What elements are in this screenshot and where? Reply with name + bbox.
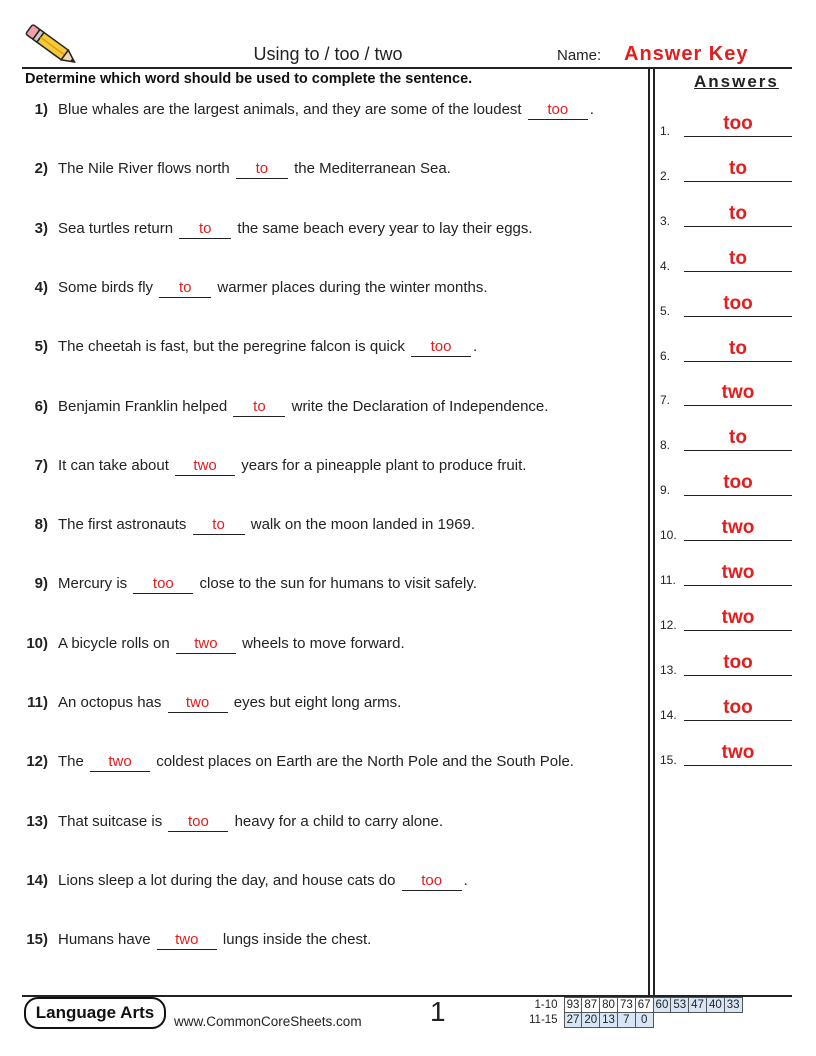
answer-line (684, 361, 792, 362)
question-text (58, 633, 405, 655)
question-text-before: Mercury is (58, 575, 128, 593)
answer-key-row (660, 608, 794, 634)
answer-line (684, 450, 792, 451)
pencil-icon (22, 22, 80, 68)
question-number: 2) (34, 160, 48, 178)
website-link[interactable]: www.CommonCoreSheets.com (174, 1014, 362, 1029)
worksheet-title: Using to / too / two (253, 44, 403, 64)
answer-key-row (660, 249, 794, 275)
answer-key-row (660, 563, 794, 589)
question-text-after: eyes but eight long arms. (233, 694, 402, 711)
question-number: 14) (26, 871, 48, 889)
question-text-before: Lions sleep a lot during the day, and house cats do (58, 871, 396, 889)
score-row (527, 1013, 742, 1028)
score-cell: 67 (635, 998, 653, 1013)
question-text-before: It can take about (58, 456, 169, 474)
score-cell: 93 (564, 998, 582, 1013)
question-text (58, 870, 468, 892)
answer-line (684, 181, 792, 182)
answer-blank[interactable]: too (528, 101, 588, 120)
answer-line (684, 720, 792, 721)
score-cell: 40 (706, 998, 724, 1013)
score-cell: 0 (635, 1013, 653, 1028)
answer-key-row (660, 339, 794, 365)
answer-blank[interactable]: to (179, 220, 231, 239)
instructions: Determine which word should be used to complete the sentence. (25, 71, 473, 87)
question-text-before: The (58, 753, 84, 771)
answer-word[interactable]: to (729, 427, 747, 449)
score-table (527, 997, 743, 1028)
score-cell: 60 (653, 998, 671, 1013)
answer-key-row (660, 428, 794, 454)
score-cell: 13 (600, 1013, 618, 1028)
answer-word[interactable]: too (723, 472, 753, 494)
answer-number: 1. (660, 124, 671, 138)
answer-line (684, 226, 792, 227)
question-text-after: the same beach every year to lay their eggs. (237, 219, 533, 237)
score-cell: 53 (671, 998, 689, 1013)
question-text (58, 514, 475, 536)
question-text-after: lungs inside the chest. (222, 931, 372, 949)
subject-badge: Language Arts (24, 997, 166, 1029)
answer-number: 13. (660, 662, 677, 677)
answer-line (684, 405, 792, 406)
answer-key-label: Answer Key (624, 43, 749, 65)
answer-line (684, 316, 792, 317)
question-text (58, 158, 451, 180)
question-text-before: Humans have (58, 931, 151, 949)
score-cell: 27 (564, 1013, 582, 1028)
question-text-before: That suitcase is (58, 812, 163, 830)
question-text (58, 751, 574, 773)
question-number: 12) (26, 753, 48, 771)
score-row-label: 11-15 (529, 1014, 558, 1026)
answer-key-row (660, 518, 794, 544)
answer-number: 12. (660, 617, 677, 632)
answer-blank[interactable]: too (411, 338, 471, 357)
question-row (0, 811, 645, 833)
score-cell: 7 (617, 1013, 635, 1028)
answer-word[interactable]: too (723, 113, 753, 134)
answer-word[interactable]: to (729, 247, 747, 269)
question-text-after: heavy for a child to carry alone. (234, 812, 444, 830)
header-divider (22, 67, 792, 69)
answer-number: 6. (660, 348, 671, 363)
question-row (0, 573, 645, 595)
answer-blank[interactable]: two (175, 457, 235, 476)
answer-blank[interactable]: to (159, 279, 211, 298)
answer-blank[interactable]: too (402, 872, 462, 891)
answer-key-row (660, 473, 794, 499)
question-text (58, 218, 533, 240)
answer-blank[interactable]: two (90, 753, 150, 772)
score-cell: 80 (600, 998, 618, 1013)
name-label: Name: (557, 47, 602, 64)
question-row (0, 929, 645, 951)
question-number: 8) (34, 516, 48, 534)
question-number: 6) (34, 397, 48, 415)
question-row (0, 692, 645, 714)
question-text-after: walk on the moon landed in 1969. (250, 516, 476, 534)
question-number: 4) (34, 278, 48, 296)
answer-blank[interactable]: too (133, 575, 193, 594)
column-divider (648, 69, 650, 995)
answer-word[interactable]: two (721, 382, 755, 404)
answer-word[interactable]: two (721, 741, 755, 763)
question-row (0, 751, 645, 773)
question-text-after: . (473, 338, 478, 356)
question-text (58, 396, 548, 418)
answer-line (684, 630, 792, 631)
answer-key-row (660, 743, 794, 769)
answer-word[interactable]: two (721, 562, 755, 583)
question-text-after: wheels to move forward. (242, 634, 405, 652)
answer-blank[interactable]: two (168, 694, 228, 713)
answer-key-row (660, 114, 794, 140)
question-text-after: write the Declaration of Independence. (291, 397, 549, 415)
question-text-before: An octopus has (58, 694, 162, 711)
question-text (58, 692, 401, 714)
answer-word[interactable]: two (721, 606, 755, 628)
answer-word[interactable]: too (723, 651, 753, 673)
question-row (0, 218, 645, 240)
answer-blank[interactable]: two (176, 635, 236, 654)
question-text (58, 811, 443, 833)
question-text-after: . (589, 101, 594, 118)
answer-blank[interactable]: to (236, 160, 288, 179)
question-text-before: Benjamin Franklin helped (58, 397, 228, 415)
question-text-before: The first astronauts (58, 516, 187, 534)
answer-word[interactable]: to (729, 337, 747, 359)
question-text-before: Blue whales are the largest animals, and they are some of the loudest (58, 101, 522, 118)
answer-key-row (660, 698, 794, 724)
column-divider (653, 69, 655, 995)
question-row (0, 870, 645, 892)
score-row-label: 1-10 (534, 999, 558, 1011)
score-cell: 73 (617, 998, 635, 1013)
question-text (58, 277, 488, 299)
question-row (0, 633, 645, 655)
question-text-before: Some birds fly (58, 278, 154, 296)
question-text-after: years for a pineapple plant to produce fruit. (241, 456, 527, 474)
answer-number: 8. (660, 438, 671, 453)
question-number: 13) (26, 812, 48, 830)
question-text-after: coldest places on Earth are the North Pole and the South Pole. (156, 753, 574, 771)
question-row (0, 99, 645, 121)
answer-key-row (660, 204, 794, 230)
question-number: 5) (34, 338, 48, 356)
answer-number: 3. (660, 213, 671, 228)
answer-number: 15. (660, 752, 677, 767)
question-text-after: the Mediterranean Sea. (294, 160, 451, 178)
answer-blank[interactable]: to (193, 516, 245, 535)
answer-number: 5. (660, 303, 671, 318)
answer-line (684, 271, 792, 272)
score-cell: 47 (689, 998, 707, 1013)
question-row (0, 455, 645, 477)
answer-number: 4. (660, 258, 671, 273)
question-row (0, 514, 645, 536)
answer-blank[interactable]: two (157, 931, 217, 950)
answer-key-row (660, 159, 794, 185)
answer-key-row (660, 653, 794, 679)
question-number: 3) (34, 219, 48, 237)
question-row (0, 277, 645, 299)
score-cell: 33 (724, 998, 742, 1013)
answer-line (684, 765, 792, 766)
answer-word[interactable]: two (721, 517, 755, 539)
answer-blank[interactable]: to (233, 398, 285, 417)
answer-line (684, 585, 792, 586)
question-row (0, 158, 645, 180)
question-text-after: close to the sun for humans to visit safely. (199, 575, 477, 593)
question-text-after: warmer places during the winter months. (217, 278, 488, 296)
question-text (58, 99, 594, 121)
question-number: 7) (34, 456, 48, 474)
answer-line (684, 136, 792, 137)
question-number: 10) (26, 634, 48, 652)
question-text-before: Sea turtles return (58, 219, 174, 237)
answers-header: Answers (694, 72, 779, 91)
question-text (58, 929, 371, 951)
question-text-before: A bicycle rolls on (58, 634, 170, 652)
question-text (58, 455, 526, 477)
question-text-before: The cheetah is fast, but the peregrine falcon is quick (58, 338, 405, 356)
question-row (0, 396, 645, 418)
question-text (58, 336, 477, 358)
score-cell: 20 (582, 1013, 600, 1028)
question-row (0, 336, 645, 358)
answer-line (684, 540, 792, 541)
answer-key-row (660, 383, 794, 409)
answer-number: 9. (660, 483, 671, 498)
answer-word[interactable]: to (729, 202, 747, 224)
question-number: 1) (34, 101, 48, 118)
score-cell: 87 (582, 998, 600, 1013)
page-number: 1 (430, 996, 446, 1027)
answer-number: 10. (660, 528, 677, 543)
answer-key-row (660, 294, 794, 320)
question-number: 15) (26, 931, 48, 949)
score-row (527, 998, 742, 1013)
question-text-after: . (463, 871, 468, 889)
answer-line (684, 675, 792, 676)
question-number: 11) (27, 694, 48, 711)
answer-number: 2. (660, 168, 671, 183)
answer-number: 11. (660, 573, 676, 587)
answer-word[interactable]: too (723, 292, 753, 314)
answer-blank[interactable]: too (168, 813, 228, 832)
answer-number: 7. (660, 393, 671, 408)
answer-number: 14. (660, 707, 677, 722)
question-text (58, 573, 477, 595)
answer-word[interactable]: too (723, 696, 753, 718)
answer-line (684, 495, 792, 496)
question-number: 9) (34, 575, 48, 593)
answer-word[interactable]: to (729, 157, 747, 179)
question-text-before: The Nile River flows north (58, 160, 230, 178)
